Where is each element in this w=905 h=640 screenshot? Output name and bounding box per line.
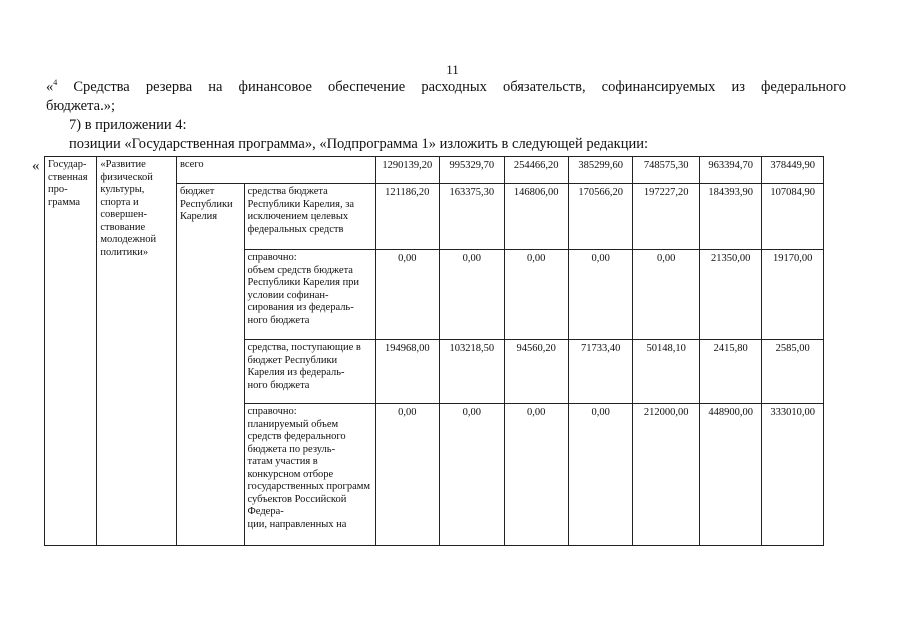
reserve-paragraph-text: Средства резерва на финансовое обеспечение расходных обязательств, софинансируемых из федерального — [57, 79, 846, 95]
total-value-cell: 385299,60 — [568, 157, 632, 184]
total-value-cell: 963394,70 — [699, 157, 761, 184]
total-value-cell: 748575,30 — [633, 157, 700, 184]
program-type-cell: Государ- ственная про- грамма — [45, 157, 97, 546]
value-cell: 21350,00 — [699, 250, 761, 340]
value-cell: 0,00 — [504, 404, 568, 546]
value-cell: 170566,20 — [568, 184, 632, 250]
value-cell: 146806,00 — [504, 184, 568, 250]
value-cell: 2415,80 — [699, 340, 761, 404]
appendix-paragraph: 7) в приложении 4: — [69, 117, 187, 133]
row-label-cell: справочно: планируемый объем средств федерального бюджета по резуль- татам участия в конкурсном отборе государственных программ субъектов Российской Федера- ции, направленных на — [244, 404, 375, 546]
total-value-cell: 995329,70 — [440, 157, 504, 184]
reserve-paragraph — [46, 78, 846, 97]
value-cell: 19170,00 — [762, 250, 824, 340]
value-cell: 0,00 — [568, 404, 632, 546]
program-name-cell: «Развитие физической культуры, спорта и совершен- ствование молодежной политики» — [97, 157, 177, 546]
footnote-marker: 4 — [53, 78, 58, 88]
value-cell: 107084,90 — [762, 184, 824, 250]
budget-table — [44, 156, 824, 546]
value-cell: 184393,90 — [699, 184, 761, 250]
value-cell: 448900,00 — [699, 404, 761, 546]
reserve-paragraph-end: бюджета.»; — [46, 98, 115, 114]
value-cell: 2585,00 — [762, 340, 824, 404]
value-cell: 71733,40 — [568, 340, 632, 404]
budget-label-cell: бюджет Республики Карелия — [177, 184, 245, 546]
table-row-total — [45, 157, 824, 184]
value-cell: 212000,00 — [633, 404, 700, 546]
value-cell: 121186,20 — [375, 184, 439, 250]
value-cell: 0,00 — [375, 250, 439, 340]
total-value-cell: 378449,90 — [762, 157, 824, 184]
value-cell: 0,00 — [568, 250, 632, 340]
value-cell: 94560,20 — [504, 340, 568, 404]
value-cell: 103218,50 — [440, 340, 504, 404]
reserve-paragraph-quote: « — [46, 79, 54, 95]
value-cell: 50148,10 — [633, 340, 700, 404]
value-cell: 333010,00 — [762, 404, 824, 546]
value-cell: 0,00 — [633, 250, 700, 340]
row-label-cell: справочно: объем средств бюджета Республики Карелия при условии софинан- сирования из федераль- ного бюджета — [244, 250, 375, 340]
page-number: 11 — [446, 62, 459, 77]
positions-paragraph: позиции «Государственная программа», «Подпрограмма 1» изложить в следующей редакции: — [69, 136, 649, 152]
value-cell: 163375,30 — [440, 184, 504, 250]
value-cell: 0,00 — [504, 250, 568, 340]
value-cell: 0,00 — [440, 404, 504, 546]
table-open-quote: « — [32, 158, 40, 174]
value-cell: 0,00 — [440, 250, 504, 340]
total-value-cell: 254466,20 — [504, 157, 568, 184]
value-cell: 194968,00 — [375, 340, 439, 404]
row-label-cell: средства, поступающие в бюджет Республики Карелия из федераль- ного бюджета — [244, 340, 375, 404]
total-value-cell: 1290139,20 — [375, 157, 439, 184]
row-label-cell: средства бюджета Республики Карелия, за исключением целевых федеральных средств — [244, 184, 375, 250]
value-cell: 0,00 — [375, 404, 439, 546]
total-label-cell: всего — [177, 157, 376, 184]
value-cell: 197227,20 — [633, 184, 700, 250]
